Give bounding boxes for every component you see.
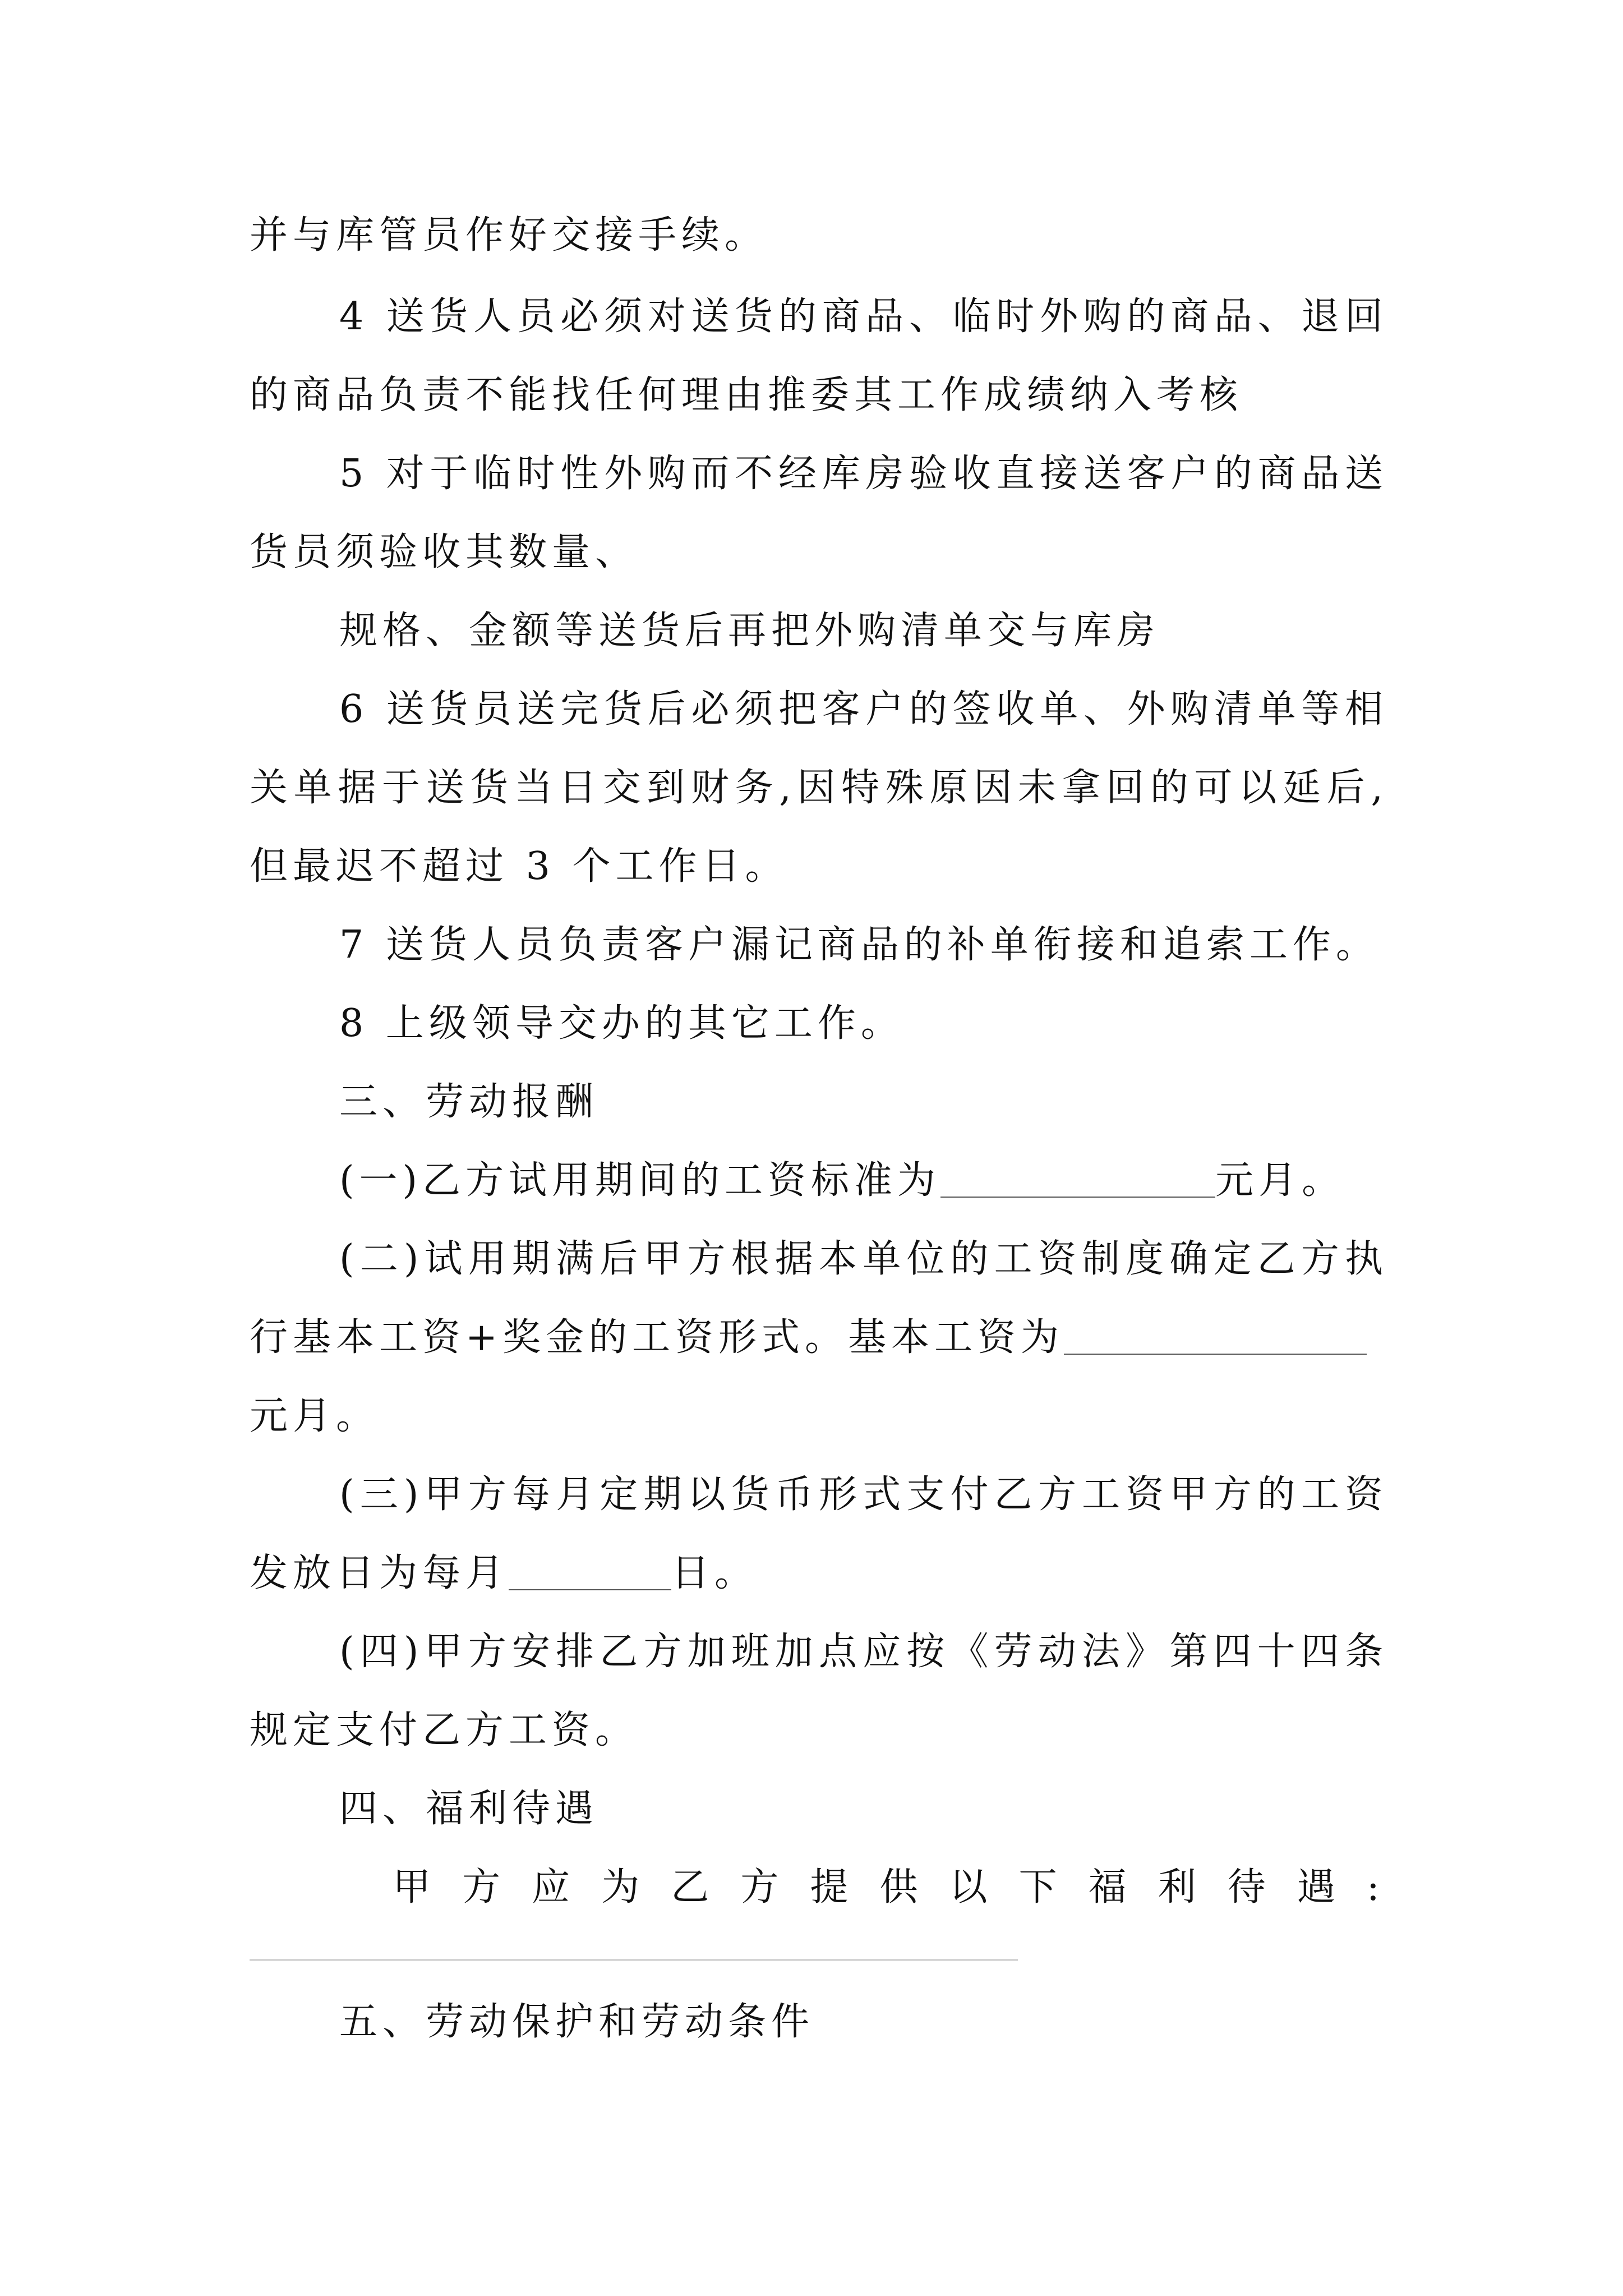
welfare-char: 以 (949, 1865, 988, 1910)
welfare-char: 待 (1227, 1865, 1266, 1910)
text-line-3: 的商品负责不能找任何理由推委其工作成绩纳入考核 (250, 373, 1243, 417)
text-line-14: (二)试用期满后甲方根据本单位的工资制度确定乙方执 (339, 1237, 1388, 1281)
payday-label: 发放日为每月 (250, 1551, 509, 1595)
probation-wage-label: (一)乙方试用期间的工资标准为 (339, 1158, 941, 1203)
text-line-7: 6 送货员送完货后必须把客户的签收单、外购清单等相 (339, 687, 1388, 731)
welfare-char: 供 (879, 1865, 918, 1910)
welfare-char: 乙 (671, 1865, 709, 1910)
probation-wage-blank (940, 1163, 1215, 1198)
payday-unit: 日。 (671, 1551, 758, 1595)
base-wage-label: 行基本工资+奖金的工资形式。基本工资为 (250, 1315, 1064, 1360)
section-heading-3: 三、劳动报酬 (339, 1080, 599, 1124)
welfare-char: : (1366, 1865, 1380, 1910)
welfare-char: 利 (1158, 1865, 1196, 1910)
base-wage-blank (1064, 1320, 1367, 1355)
text-line-18 (250, 1548, 1388, 1599)
welfare-char: 为 (601, 1865, 640, 1910)
welfare-char: 方 (462, 1865, 501, 1910)
section-heading-4: 四、福利待遇 (339, 1787, 599, 1831)
text-line-17: (三)甲方每月定期以货币形式支付乙方工资甲方的工资 (339, 1473, 1388, 1517)
text-line-9: 但最迟不超过 3 个工作日。 (250, 844, 789, 889)
text-line-16: 元月。 (250, 1394, 380, 1438)
welfare-char: 提 (810, 1865, 849, 1910)
text-line-10: 7 送货人员负责客户漏记商品的补单衔接和追索工作。 (339, 923, 1379, 967)
text-line-19: (四)甲方安排乙方加班加点应按《劳动法》第四十四条 (339, 1630, 1388, 1674)
text-line-11: 8 上级领导交办的其它工作。 (339, 1001, 904, 1046)
text-line-20: 规定支付乙方工资。 (250, 1708, 639, 1752)
welfare-fill-line (250, 1959, 1018, 1961)
welfare-char: 方 (740, 1865, 779, 1910)
text-line-2: 4 送货人员必须对送货的商品、临时外购的商品、退回 (339, 295, 1388, 339)
welfare-char: 遇 (1297, 1865, 1335, 1910)
welfare-char: 下 (1018, 1865, 1057, 1910)
probation-wage-unit: 元月。 (1215, 1158, 1345, 1203)
text-line-5: 货员须验收其数量、 (250, 530, 639, 574)
text-line-13 (339, 1156, 1388, 1206)
text-line-8: 关单据于送货当日交到财务,因特殊原因未拿回的可以延后, (250, 766, 1388, 810)
payday-blank (509, 1556, 671, 1590)
welfare-char: 甲 (393, 1865, 431, 1910)
text-line-4: 5 对于临时性外购而不经库房验收直接送客户的商品送 (339, 452, 1388, 496)
welfare-char: 应 (532, 1865, 570, 1910)
text-line-6: 规格、金额等送货后再把外购清单交与库房 (339, 609, 1160, 653)
welfare-line (393, 1862, 1380, 1913)
welfare-char: 福 (1088, 1865, 1127, 1910)
section-heading-5: 五、劳动保护和劳动条件 (339, 2000, 815, 2044)
text-line-1: 并与库管员作好交接手续。 (250, 213, 768, 257)
text-line-15 (250, 1313, 1388, 1363)
